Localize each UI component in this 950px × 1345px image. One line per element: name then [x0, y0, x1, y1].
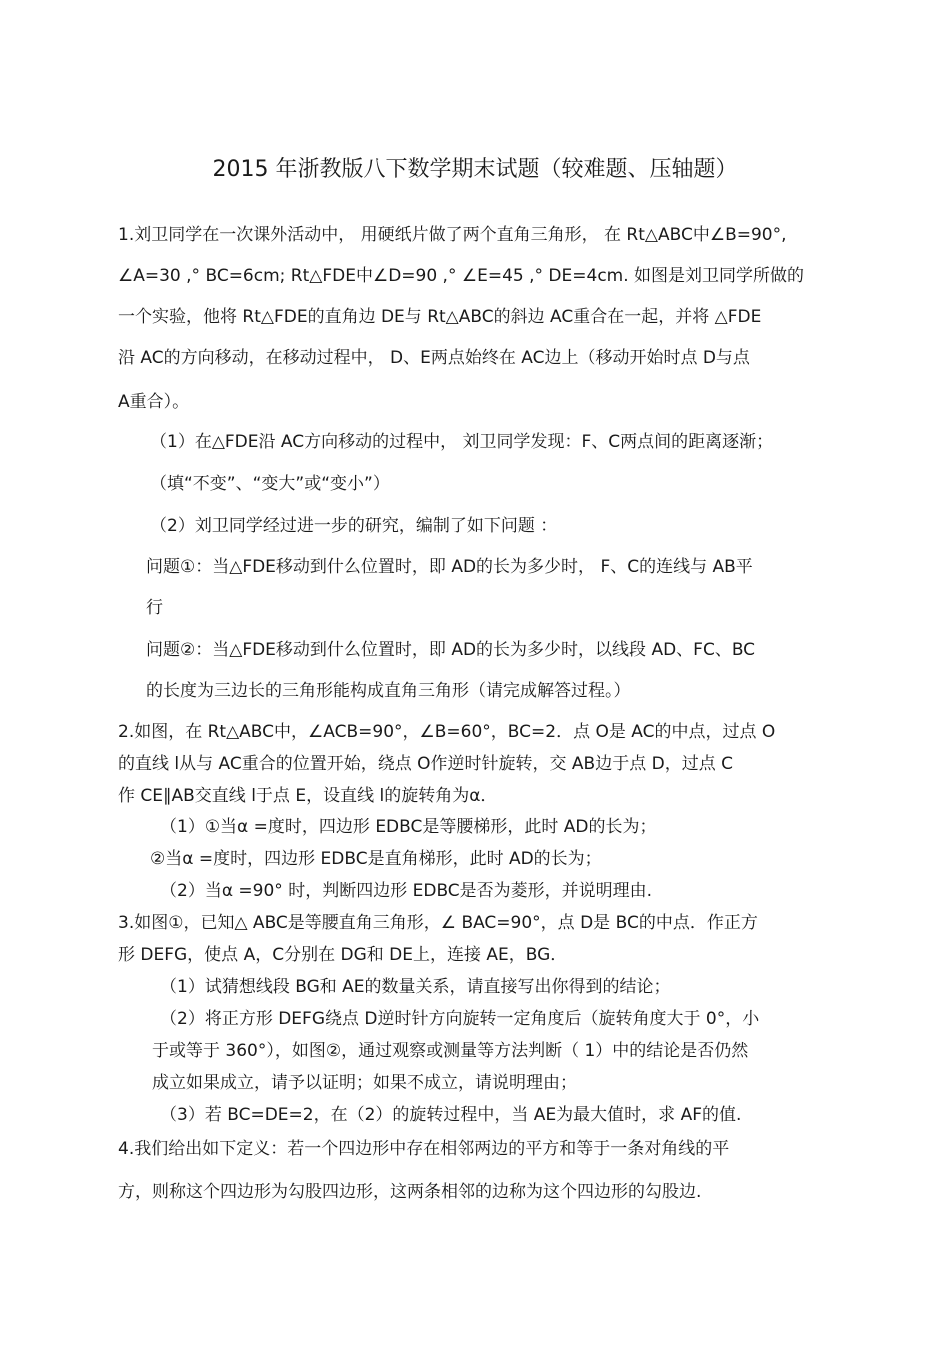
text-line: 的直线 l从与 AC重合的位置开始，绕点 O作逆时针旋转，交 AB边于点 D，过点 C: [118, 754, 733, 774]
text-line: （3）若 BC=DE=2，在（2）的旋转过程中，当 AE为最大值时，求 AF的值.: [160, 1105, 742, 1125]
text-line: ∠A=30 ,° BC=6cm; Rt△FDE中∠D=90 ,° ∠E=45 ,° DE=4cm. 如图是刘卫同学所做的: [118, 266, 805, 286]
text-line: （填“不变”、“变大”或“变小”）: [150, 474, 390, 494]
text-line: （1）试猜想线段 BG和 AE的数量关系，请直接写出你得到的结论；: [160, 977, 671, 997]
text-line: 2.如图，在 Rt△ABC中，∠ACB=90°，∠B=60°，BC=2．点 O是 AC的中点，过点 O: [118, 722, 776, 742]
text-line: 沿 AC的方向移动，在移动过程中， D、E两点始终在 AC边上（移动开始时点 D与点: [118, 348, 750, 368]
text-line: 3.如图①，已知△ ABC是等腰直角三角形，∠ BAC=90°，点 D是 BC的中点．作正方: [118, 913, 758, 933]
text-line: 方，则称这个四边形为勾股四边形，这两条相邻的边称为这个四边形的勾股边.: [118, 1182, 702, 1202]
text-line: 的长度为三边长的三角形能构成直角三角形（请完成解答过程。）: [146, 681, 631, 701]
text-line: ②当α =度时，四边形 EDBC是直角梯形，此时 AD的长为；: [150, 849, 602, 869]
text-line: 问题②：当△FDE移动到什么位置时，即 AD的长为多少时，以线段 AD、FC、BC: [146, 640, 756, 660]
text-line: 问题①：当△FDE移动到什么位置时，即 AD的长为多少时， F、C的连线与 AB平: [146, 557, 753, 577]
text-line: （1）①当α =度时，四边形 EDBC是等腰梯形，此时 AD的长为；: [160, 817, 657, 837]
text-line: 于或等于 360°），如图②，通过观察或测量等方法判断（ 1）中的结论是否仍然: [152, 1041, 749, 1061]
text-line: 4.我们给出如下定义：若一个四边形中存在相邻两边的平方和等于一条对角线的平: [118, 1139, 730, 1159]
text-line: （1）在△FDE沿 AC方向移动的过程中， 刘卫同学发现：F、C两点间的距离逐渐；: [150, 432, 774, 452]
text-line: 形 DEFG，使点 A，C分别在 DG和 DE上，连接 AE，BG．: [118, 945, 568, 965]
text-line: 行: [146, 598, 163, 618]
page-title: 2015 年浙教版八下数学期末试题（较难题、压轴题）: [212, 157, 738, 182]
text-line: （2）当α =90° 时，判断四边形 EDBC是否为菱形，并说明理由.: [160, 881, 653, 901]
text-line: 1.刘卫同学在一次课外活动中， 用硬纸片做了两个直角三角形， 在 Rt△ABC中∠B=90°,: [118, 225, 787, 245]
text-line: 成立如果成立，请予以证明；如果不成立，请说明理由；: [152, 1073, 577, 1093]
text-line: 作 CE∥AB交直线 l于点 E，设直线 l的旋转角为α．: [118, 786, 498, 806]
text-line: A重合）。: [118, 392, 190, 412]
text-line: （2）刘卫同学经过进一步的研究，编制了如下问题 ：: [150, 516, 558, 536]
text-line: 一个实验，他将 Rt△FDE的直角边 DE与 Rt△ABC的斜边 AC重合在一起，并将 △FDE: [118, 307, 762, 327]
text-line: （2）将正方形 DEFG绕点 D逆时针方向旋转一定角度后（旋转角度大于 0°，小: [160, 1009, 760, 1029]
